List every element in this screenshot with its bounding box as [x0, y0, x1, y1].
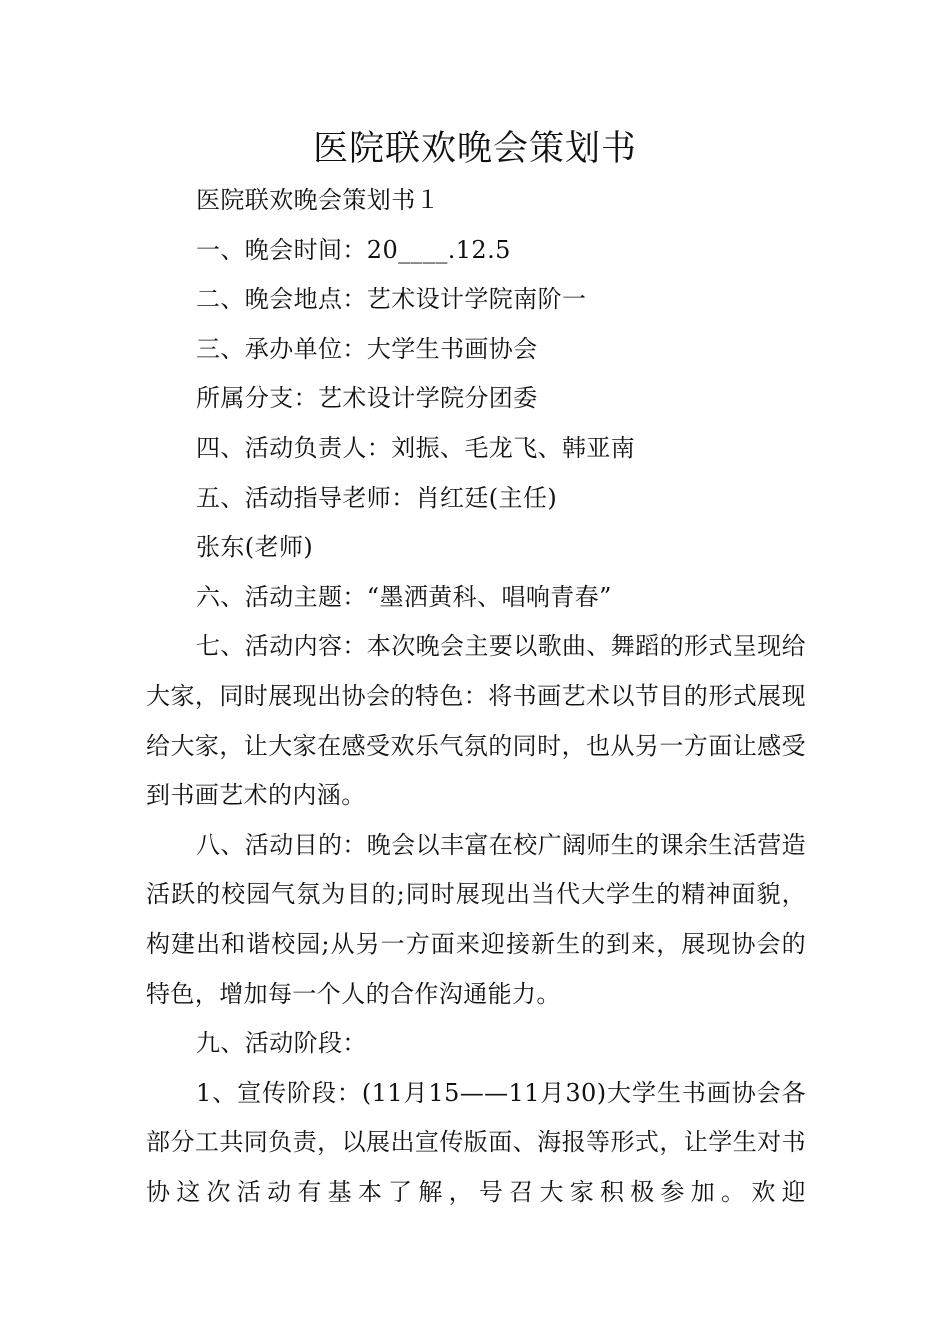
paragraph-leaders: 四、活动负责人：刘振、毛龙飞、韩亚南 [196, 433, 636, 462]
paragraph-purpose: 八、活动目的：晚会以丰富在校广阔师生的课余生活营造活跃的校园气氛为目的;同时展现出当代大学生的精神面貌，构建出和谐校园;从另一方面来迎接新生的到来，展现协会的特色，增加每一个人的合作沟通能力。 [146, 830, 806, 1008]
paragraph-content: 七、活动内容：本次晚会主要以歌曲、舞蹈的形式呈现给大家，同时展现出协会的特色：将书画艺术以节目的形式展现给大家，让大家在感受欢乐气氛的同时，也从另一方面让感受到书画艺术的内涵。 [146, 632, 806, 810]
document-title: 医院联欢晚会策划书 [312, 129, 637, 169]
paragraph-time: 一、晚会时间：20____.12.5 [196, 235, 511, 264]
paragraph-advisor-2: 张东(老师) [196, 533, 314, 562]
paragraph-location: 二、晚会地点：艺术设计学院南阶一 [196, 285, 587, 314]
paragraph-subtitle: 医院联欢晚会策划书１ [196, 186, 440, 214]
document-body [146, 176, 806, 1217]
paragraph-advisor: 五、活动指导老师：肖红廷(主任) [196, 483, 558, 512]
paragraph-organizer: 三、承办单位：大学生书画协会 [196, 334, 538, 363]
paragraph-theme: 六、活动主题：“墨洒黄科、唱响青春” [196, 582, 612, 611]
paragraph-publicity-stage: 1、宣传阶段：(11月15——11月30)大学生书画协会各部分工共同负责，以展出宣传版面、海报等形式，让学生对书协这次活动有基本了解，号召大家积极参加。欢迎 [146, 1078, 806, 1206]
paragraph-branch: 所属分支：艺术设计学院分团委 [196, 384, 538, 413]
paragraph-stages: 九、活动阶段： [196, 1029, 367, 1058]
